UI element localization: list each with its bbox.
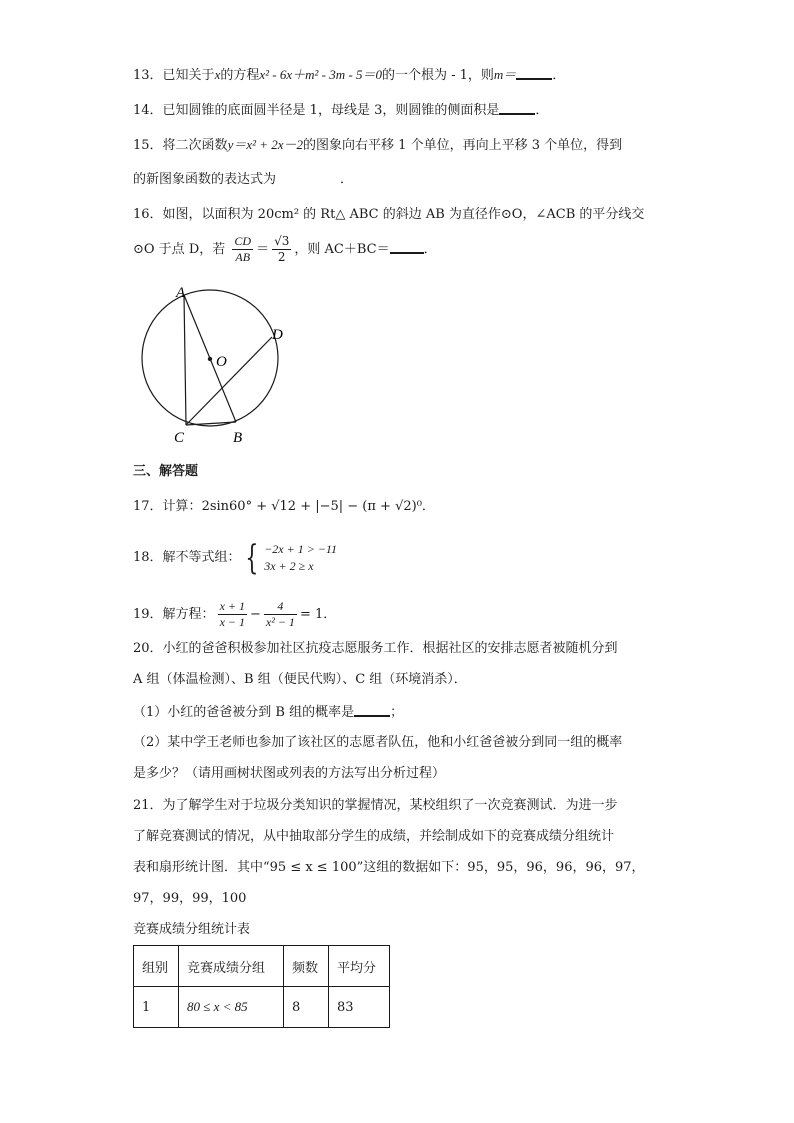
question-17: 17．计算：2sin60° + √12 + |−5| − (π + √2)⁰． [133,499,435,514]
table-cell: 8 [284,987,329,1028]
question-15-line1: 15．将二次函数y＝x² + 2x－2的图象向右平移 1 个单位，再向上平移 3 个单位，得到 [133,137,623,153]
brace-icon: { [244,538,258,578]
question-20-line1: 20．小红的爸爸积极参加社区抗疫志愿服务工作．根据社区的安排志愿者被随机分到 [133,641,618,656]
fraction-cd-ab: $\frac{CD}{AB}$ [234,234,252,264]
fraction-sqrt3-2: $\frac{√3}{2}$ [274,234,290,264]
table-cell: 83 [329,987,390,1028]
question-18: 18．解不等式组： { −2x + 1 > −11 3x + 2 ≥ x [133,538,338,578]
segment-cd [186,337,272,425]
answer-blank[interactable] [499,101,535,115]
table-row [134,987,390,1028]
grade-table [133,945,390,1028]
label-d: D [272,327,283,343]
function-expression: y＝x² + 2x－2 [227,137,304,152]
question-20-sub2-line2: 是多少？（请用画树状图或列表的方法写出分析过程） [133,766,446,781]
question-15-line2: 的新图象函数的表达式为 ． [133,172,354,187]
answer-blank[interactable] [390,240,424,254]
question-21-line3: 表和扇形统计图．其中“95 ≤ x ≤ 100”这组的数据如下：95，95，96，96，96，97， [133,860,645,875]
question-19: 19．解方程： $\frac{x + 1}{x - 1}$ − $\frac{4}{\text{x² − 1}}$ = 1． [133,599,337,629]
question-16-line1: 16．如图，以面积为 20cm² 的 Rt△ ABC 的斜边 AB 为直径作⊙O，∠ACB 的平分线交 [133,207,645,222]
answer-blank[interactable] [516,66,552,80]
table-header: 平均分 [329,946,390,987]
label-a: A [176,285,186,301]
expression: 2sin60° + √12 + |−5| − (π + √2)⁰ [201,499,422,514]
circle-figure [130,280,290,450]
equation: x² - 6x＋m² - 3m - 5＝0 [259,67,382,82]
question-16-line2: ⊙O 于点 D，若 $\frac{CD}{AB}$ ＝ $\frac{√3}{2}$ ，则 AC＋BC＝ ． [133,234,437,264]
segment-ac [184,295,186,425]
center-point [208,357,212,361]
table-header: 竞赛成绩分组 [179,946,284,987]
fraction-1: $\frac{x + 1}{x - 1}$ [219,599,245,629]
question-20-sub1: （1）小红的爸爸被分到 B 组的概率是 ； [133,705,404,720]
table-cell: 1 [134,987,179,1028]
section-heading: 三、解答题 [133,464,199,479]
table-header: 组别 [134,946,179,987]
table-header-row [134,946,390,987]
question-14: 14．已知圆锥的底面圆半径是 1，母线是 3，则圆锥的侧面积是 ． [133,103,549,118]
label-c: C [174,430,185,446]
table-header: 频数 [284,946,329,987]
label-o: O [216,354,227,370]
answer-blank[interactable] [354,703,390,717]
label-b: B [233,430,243,446]
question-20-sub2-line1: （2）某中学王老师也参加了该社区的志愿者队伍，他和小红爸爸被分到同一组的概率 [133,735,623,750]
table-caption: 竞赛成绩分组统计表 [133,922,251,937]
table-cell: 80 ≤ x < 85 [179,987,284,1028]
inequality-system: −2x + 1 > −11 3x + 2 ≥ x [264,542,338,573]
question-20-line2: A 组（体温检测）、B 组（便民代购）、C 组（环境消杀）． [133,672,467,687]
question-21-line1: 21．为了解学生对于垃圾分类知识的掌握情况，某校组织了一次竞赛测试．为进一步 [133,798,618,813]
fraction-2: $\frac{4}{\text{x² − 1}}$ [265,599,295,629]
question-21-line2: 了解竞赛测试的情况，从中抽取部分学生的成绩，并绘制成如下的竞赛成绩分组统计 [133,829,615,844]
question-13: 13．已知关于x的方程x² - 6x＋m² - 3m - 5＝0的一个根为 - 1，则m＝ ． [133,67,566,83]
question-21-line4: 97，99，99，100 [133,891,247,906]
